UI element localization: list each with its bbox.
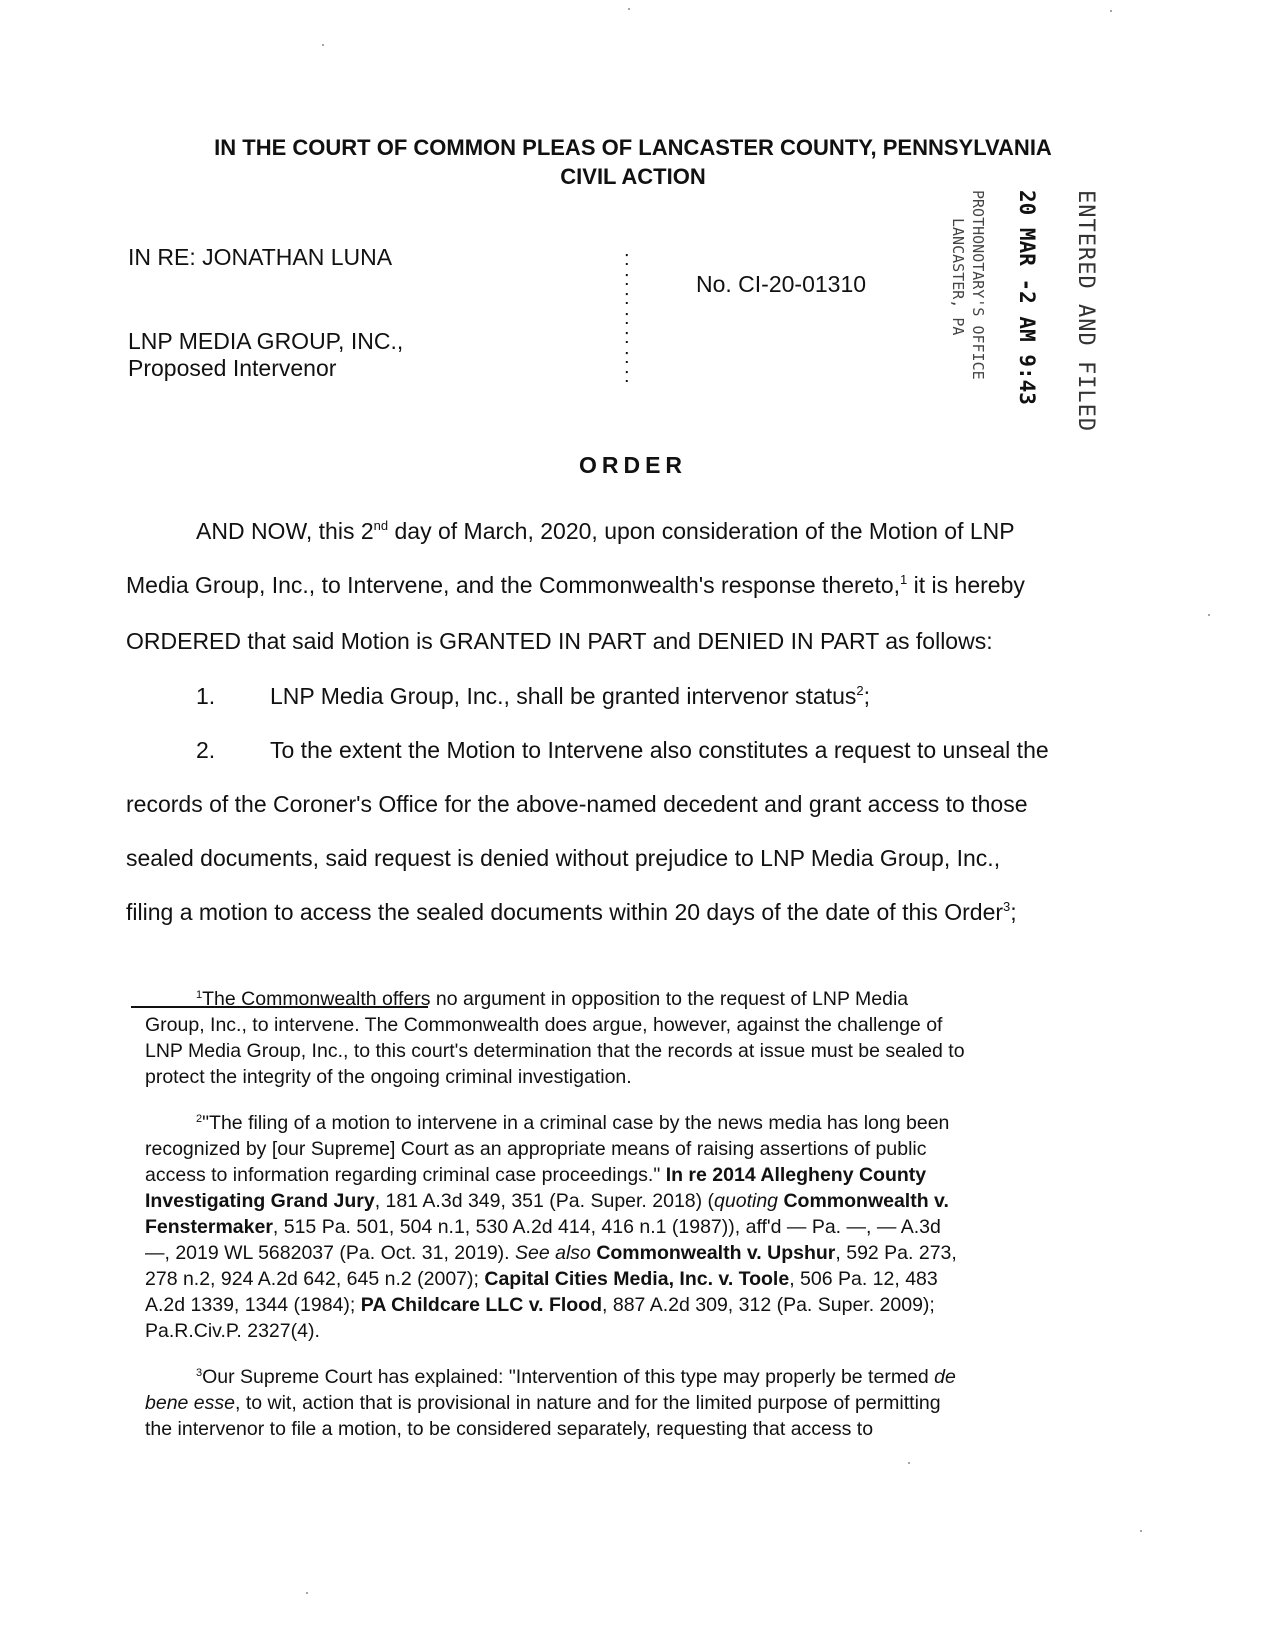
- order-item-2-line: sealed documents, said request is denied without prejudice to LNP Media Group, Inc.,: [126, 845, 1001, 871]
- docket-number: No. CI-20-01310: [696, 271, 867, 297]
- footnote-1-line: protect the integrity of the ongoing criminal investigation.: [145, 1066, 632, 1088]
- footnote-ref-3: 3: [1003, 899, 1011, 914]
- scan-speck: [1140, 1530, 1142, 1532]
- order-title: ORDER: [578, 452, 688, 478]
- footnote-2-line: Fenstermaker, 515 Pa. 501, 504 n.1, 530 A.2d 414, 416 n.1 (1987)), aff'd — Pa. —, — A.3d: [145, 1216, 941, 1238]
- scan-speck: [628, 8, 630, 10]
- order-item-1: LNP Media Group, Inc., shall be granted intervenor status$^2$;: [270, 683, 871, 709]
- ordinal-superscript: nd: [373, 518, 389, 533]
- footnote-1-line: Group, Inc., to intervene. The Commonwealth does argue, however, against the challenge of: [145, 1014, 943, 1036]
- item-number: 1.: [196, 683, 216, 709]
- footnote-3-line: $^3$Our Supreme Court has explained: "Intervention of this type may properly be termed de: [196, 1366, 956, 1388]
- order-item-2-line: filing a motion to access the sealed documents within 20 days of the date of this Order$^3$;: [126, 899, 1017, 925]
- stamp-office: PROTHONOTARY'S OFFICE: [969, 190, 987, 380]
- scan-speck: [1208, 614, 1210, 616]
- action-type: CIVIL ACTION: [560, 164, 706, 189]
- caption-party-role: Proposed Intervenor: [128, 355, 337, 381]
- court-name: IN THE COURT OF COMMON PLEAS OF LANCASTER COUNTY, PENNSYLVANIA: [214, 135, 1052, 160]
- order-paragraph-line: AND NOW, this 2nd day of March, 2020, upon consideration of the Motion of LNP: [196, 518, 1015, 544]
- footnote-2-line: access to information regarding criminal case proceedings." In re 2014 Allegheny County: [145, 1164, 927, 1186]
- court-header: [0, 133, 1266, 191]
- caption-in-re: IN RE: JONATHAN LUNA: [128, 244, 393, 270]
- scan-speck: [306, 1592, 308, 1594]
- footnote-mark: 3: [196, 1367, 203, 1379]
- stamp-entered: ENTERED AND FILED: [1073, 190, 1098, 433]
- footnote-ref-2: 2: [856, 683, 864, 698]
- footnote-1-line: LNP Media Group, Inc., to this court's determination that the records at issue must be sealed to: [145, 1040, 965, 1062]
- order-item-2-line: To the extent the Motion to Intervene also constitutes a request to unseal the: [270, 737, 1049, 763]
- order-paragraph-line: Media Group, Inc., to Intervene, and the Commonwealth's response thereto,$^1$ it is hereby: [126, 572, 1025, 598]
- filing-stamp: [949, 190, 1115, 433]
- footnote-3-line: the intervenor to file a motion, to be considered separately, requesting that access to: [145, 1418, 874, 1440]
- scan-speck: [908, 1462, 910, 1464]
- footnote-2-line: A.2d 1339, 1344 (1984); PA Childcare LLC v. Flood, 887 A.2d 309, 312 (Pa. Super. 2009);: [145, 1294, 935, 1316]
- footnote-2-line: recognized by [our Supreme] Court as an appropriate means of raising assertions of public: [145, 1138, 927, 1160]
- scan-speck: [1110, 10, 1112, 12]
- footnote-mark: 1: [196, 989, 203, 1001]
- footnote-1-line: $^1$The Commonwealth offers no argument in opposition to the request of LNP Media: [196, 988, 909, 1010]
- order-item-2-line: records of the Coroner's Office for the above-named decedent and grant access to those: [126, 791, 1028, 817]
- caption-divider: : : : : : : :: [624, 248, 630, 387]
- footnote-mark: 2: [196, 1113, 203, 1125]
- item-number: 2.: [196, 737, 216, 763]
- caption-party-name: LNP MEDIA GROUP, INC.,: [128, 328, 404, 354]
- footnote-2-line: $^2$"The filing of a motion to intervene in a criminal case by the news media has long been: [196, 1112, 950, 1134]
- footnote-2-line: Investigating Grand Jury, 181 A.3d 349, 351 (Pa. Super. 2018) (quoting Commonwealth v.: [145, 1190, 949, 1212]
- scan-speck: [322, 44, 324, 46]
- footnote-ref-1: 1: [900, 572, 908, 587]
- stamp-date: 20 MAR -2 AM 9:43: [1015, 190, 1039, 405]
- footnote-2-line: Pa.R.Civ.P. 2327(4).: [145, 1320, 320, 1342]
- footnote-3-line: bene esse, to wit, action that is provisional in nature and for the limited purpose of permitting: [145, 1392, 941, 1414]
- stamp-location: LANCASTER, PA: [949, 218, 967, 336]
- footnote-2-line: 278 n.2, 924 A.2d 642, 645 n.2 (2007); Capital Cities Media, Inc. v. Toole, 506 Pa. 12, 483: [145, 1268, 938, 1290]
- order-paragraph-line: ORDERED that said Motion is GRANTED IN PART and DENIED IN PART as follows:: [126, 628, 993, 654]
- footnote-2-line: —, 2019 WL 5682037 (Pa. Oct. 31, 2019). See also Commonwealth v. Upshur, 592 Pa. 273,: [145, 1242, 957, 1264]
